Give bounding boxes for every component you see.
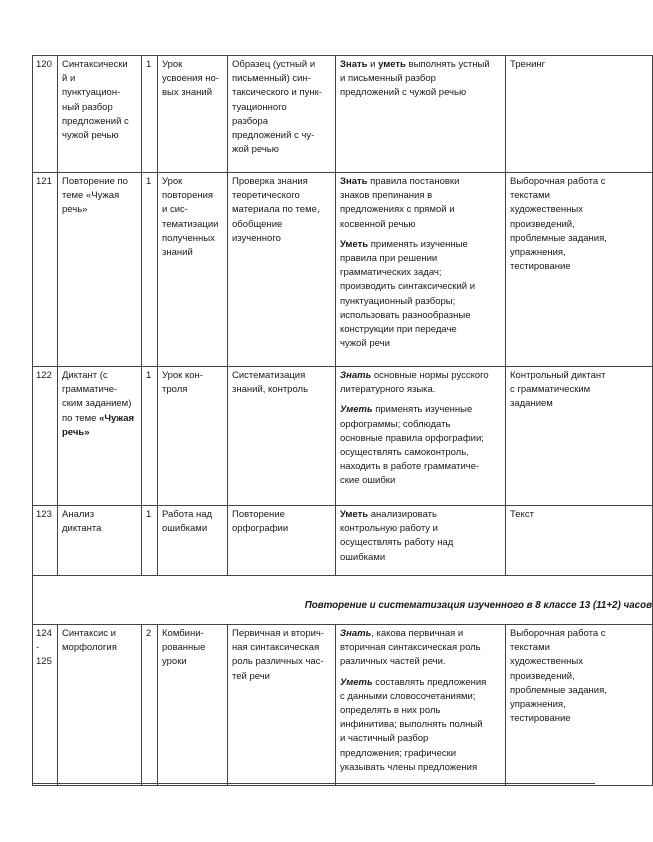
- hours-cell: 1: [142, 367, 158, 506]
- control-cell: Выборочная работа с текстами художественных произведений, проблемные задания, упражнения, тестирование: [506, 173, 653, 367]
- table-row: [33, 506, 653, 576]
- topic-cell: Анализ диктанта: [58, 506, 142, 576]
- requirements-cell: Уметь анализировать контрольную работу и осуществлять работу над ошибками: [336, 506, 506, 576]
- requirements-cell: Знать основные нормы русского литературного языка. Уметь применять изученные орфограммы; соблюдать основные правила орфографии; осуществлять самоконтроль, находить в работе грамматиче- ские ошибки: [336, 367, 506, 506]
- lesson-number-cell: 124- 125: [33, 625, 58, 786]
- lesson-type-cell: Урок усвоения но- вых знаний: [158, 56, 228, 173]
- table-row: [33, 625, 653, 786]
- hours-cell: 1: [142, 506, 158, 576]
- hours-cell: 1: [142, 173, 158, 367]
- content-cell: Систематизация знаний, контроль: [228, 367, 336, 506]
- section-title: Повторение и систематизация изученного в 8 классе 13 (11+2) часов: [33, 576, 653, 625]
- section-header-row: [33, 576, 653, 625]
- content-cell: Проверка знания теоретического материала по теме, обобщение изученного: [228, 173, 336, 367]
- lesson-number-cell: 120: [33, 56, 58, 173]
- control-cell: Выборочная работа с текстами художественных произведений, проблемные задания, упражнения, тестирование: [506, 625, 653, 786]
- hours-cell: 2: [142, 625, 158, 786]
- lesson-type-cell: Урок повторения и сис- тематизации полученных знаний: [158, 173, 228, 367]
- topic-cell: Повторение по теме «Чужая речь»: [58, 173, 142, 367]
- topic-cell: Синтаксис и морфология: [58, 625, 142, 786]
- content-cell: Повторение орфографии: [228, 506, 336, 576]
- lesson-plan-page: [32, 55, 652, 783]
- lesson-type-cell: Комбини- рованные уроки: [158, 625, 228, 786]
- requirements-cell: Знать правила постановки знаков препинания в предложениях с прямой и косвенной речью Уметь применять изученные правила при решении грамматических задач; производить синтаксический и пунктуационный разборы; использовать разнообразные конструкции при передаче чужой речи: [336, 173, 506, 367]
- control-cell: Тренинг: [506, 56, 653, 173]
- topic-cell: Диктант (с грамматиче- ским заданием) по теме «Чужая речь»: [58, 367, 142, 506]
- control-cell: Текст: [506, 506, 653, 576]
- lesson-type-cell: Урок кон- троля: [158, 367, 228, 506]
- topic-cell: Синтаксически й и пунктуацион- ный разбор предложений с чужой речью: [58, 56, 142, 173]
- control-cell: Контрольный диктант с грамматическим заданием: [506, 367, 653, 506]
- requirements-cell: Знать и уметь выполнять устный и письменный разбор предложений с чужой речью: [336, 56, 506, 173]
- lesson-number-cell: 122: [33, 367, 58, 506]
- requirements-cell: Знать, какова первичная и вторичная синтаксическая роль различных частей речи. Уметь составлять предложения с данными словосочетаниями; определять в них роль инфинитива; выполнять полный и частичный разбор предложения; графически указывать члены предложения: [336, 625, 506, 786]
- table-row: [33, 56, 653, 173]
- content-cell: Первичная и вторич- ная синтаксическая роль различных час- тей речи: [228, 625, 336, 786]
- lesson-type-cell: Работа над ошибками: [158, 506, 228, 576]
- table-bottom-border: [32, 783, 595, 784]
- table-row: [33, 173, 653, 367]
- lesson-number-cell: 123: [33, 506, 58, 576]
- hours-cell: 1: [142, 56, 158, 173]
- lesson-number-cell: 121: [33, 173, 58, 367]
- content-cell: Образец (устный и письменный) син- таксического и пунк- туационного разбора предложений с чу- жой речью: [228, 56, 336, 173]
- lesson-plan-table: [32, 55, 653, 786]
- table-row: [33, 367, 653, 506]
